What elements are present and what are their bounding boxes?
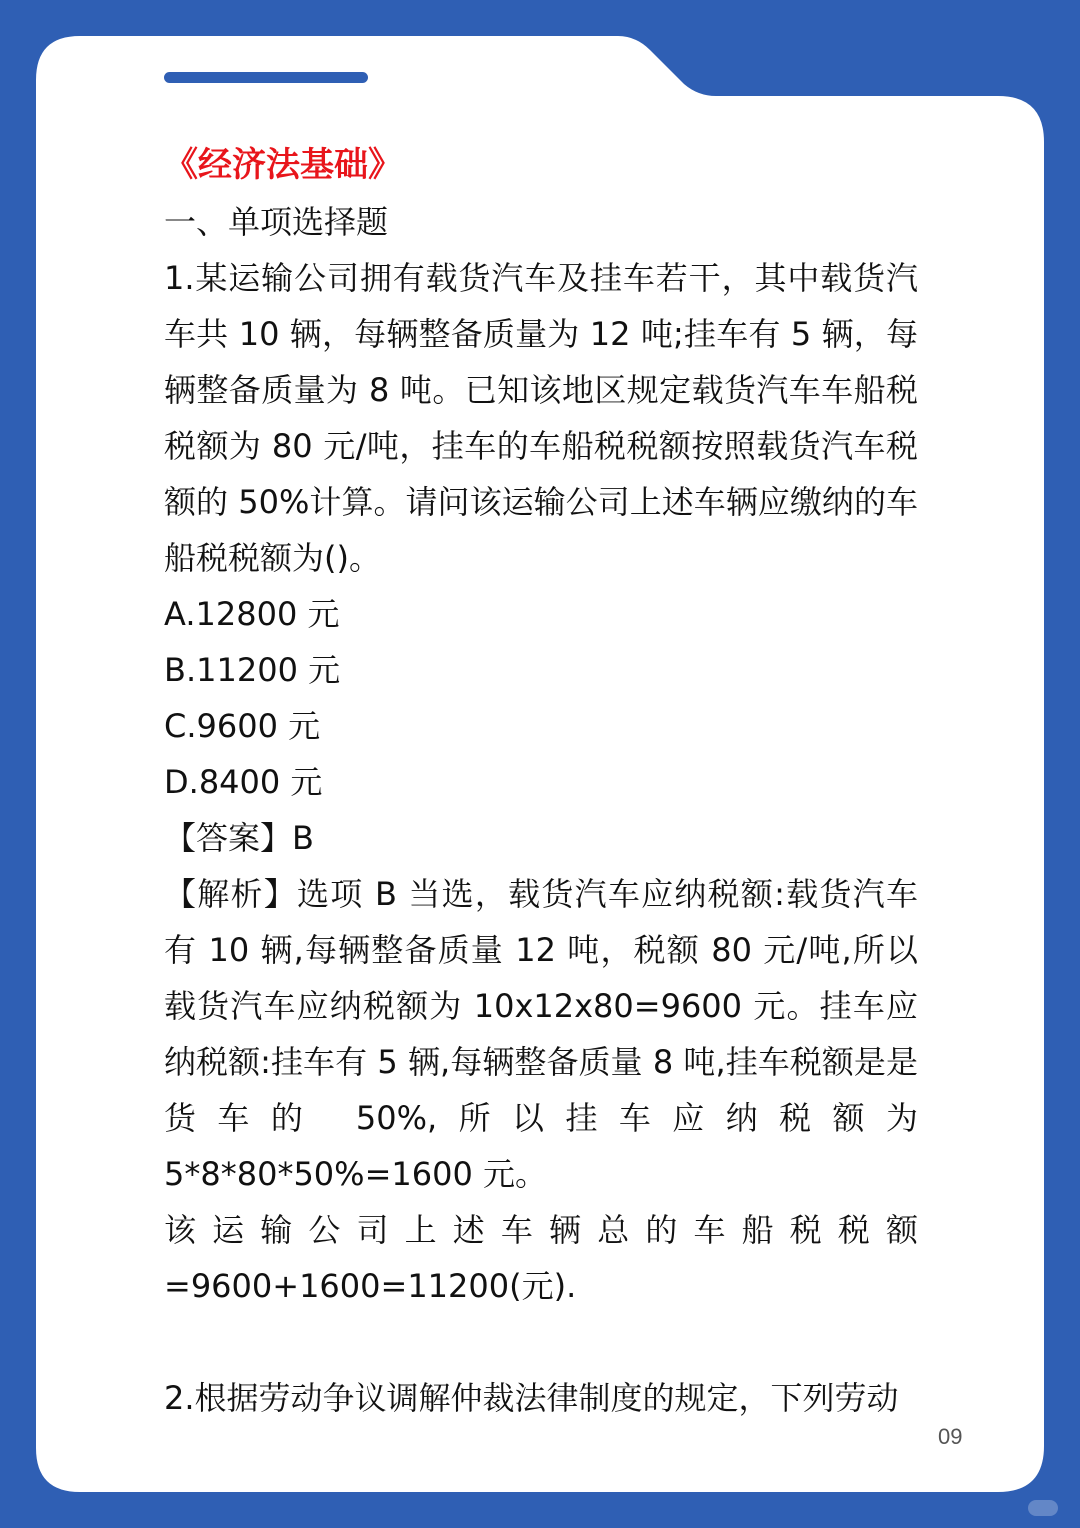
option-c: C.9600 元 [164,707,321,745]
accent-bar [164,72,368,83]
answer: 【答案】B [164,819,314,857]
option-a: A.12800 元 [164,595,340,633]
question-2-stem: 2.根据劳动争议调解仲裁法律制度的规定，下列劳动 [164,1379,899,1417]
page-number: 09 [938,1424,963,1449]
option-b: B.11200 元 [164,651,341,689]
spacer [164,1314,918,1370]
watermark-logo [1028,1500,1058,1516]
document-body [164,136,918,1426]
conclusion-line-1: 该运输公司上述车辆总的车船税税额 [164,1211,918,1249]
document-title: 《经济法基础》 [164,145,402,185]
conclusion-line-2: =9600+1600=11200(元). [164,1267,577,1305]
option-d: D.8400 元 [164,763,323,801]
section-heading: 一、单项选择题 [164,203,389,241]
analysis: 【解析】选项 B 当选，载货汽车应纳税额:载货汽车有 10 辆,每辆整备质量 12 吨，税额 80 元/吨,所以载货汽车应纳税额为 10x12x80=9600 元。挂车应纳税额:挂车有 5 辆,每辆整备质量 8 吨,挂车税额是是货车的 50%,所以挂车应纳税额为 5*8*80*50%=1600 元。 [164,875,918,1193]
question-1-stem: 1.某运输公司拥有载货汽车及挂车若干，其中载货汽车共 10 辆，每辆整备质量为 12 吨;挂车有 5 辆，每辆整备质量为 8 吨。已知该地区规定载货汽车车船税税额为 80 元/吨，挂车的车船税税额按照载货汽车税额的 50%计算。请问该运输公司上述车辆应缴纳的车船税税额为()。 [164,259,918,577]
